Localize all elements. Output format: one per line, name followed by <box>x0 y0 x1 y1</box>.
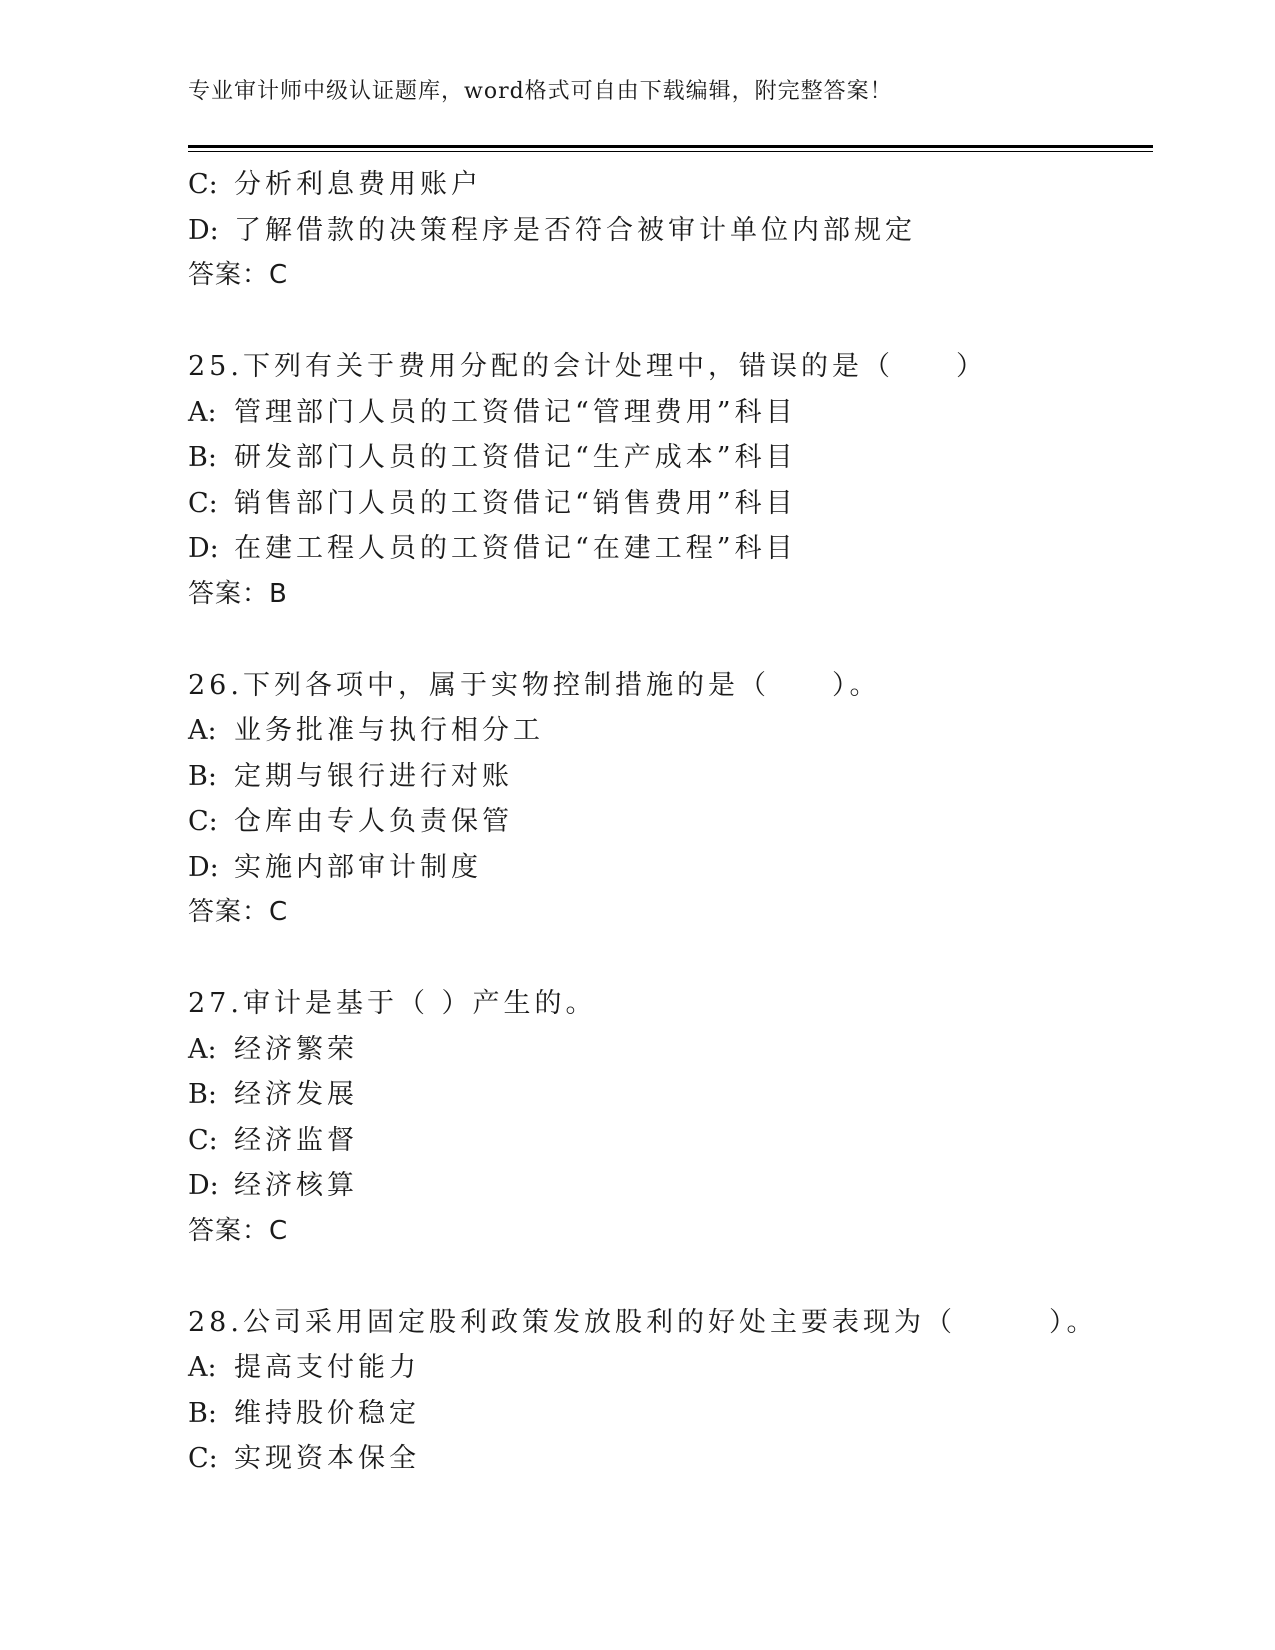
option-line: B: 维持股价稳定 <box>188 1397 420 1429</box>
answer-line: 答案：C <box>188 260 289 290</box>
option-line: D: 经济核算 <box>188 1170 358 1201</box>
option-line: D: 了解借款的决策程序是否符合被审计单位内部规定 <box>188 214 916 246</box>
option-line: C: 经济监督 <box>188 1124 358 1156</box>
answer-line: 答案：C <box>188 897 289 927</box>
option-line: C: 分析利息费用账户 <box>188 169 482 200</box>
option-line: A: 业务批准与执行相分工 <box>188 715 544 746</box>
option-line: B: 定期与银行进行对账 <box>188 760 513 792</box>
option-line: C: 实现资本保全 <box>188 1443 420 1474</box>
header-rule-thick <box>188 145 1153 148</box>
question-text: 26.下列各项中，属于实物控制措施的是（ ）。 <box>188 669 881 701</box>
option-line: A: 经济繁荣 <box>188 1033 358 1065</box>
question-text: 25.下列有关于费用分配的会计处理中，错误的是（ ） <box>188 351 987 382</box>
header-rule-thin <box>188 151 1153 152</box>
question-block <box>188 344 1148 617</box>
option-line: B: 经济发展 <box>188 1079 358 1110</box>
option-line: D: 实施内部审计制度 <box>188 851 482 883</box>
answer-line: 答案：B <box>188 578 288 609</box>
option-line: C: 仓库由专人负责保管 <box>188 806 513 837</box>
option-line: B: 研发部门人员的工资借记“生产成本”科目 <box>188 442 797 473</box>
question-text: 27.审计是基于（ ）产生的。 <box>188 988 597 1019</box>
option-line: A: 提高支付能力 <box>188 1352 420 1383</box>
page-header: 专业审计师中级认证题库，word格式可自由下载编辑，附完整答案！ <box>188 79 893 104</box>
question-block <box>188 663 1148 936</box>
question-text: 28.公司采用固定股利政策发放股利的好处主要表现为（ ）。 <box>188 1306 1098 1338</box>
option-line: A: 管理部门人员的工资借记“管理费用”科目 <box>188 396 797 428</box>
option-line: C: 销售部门人员的工资借记“销售费用”科目 <box>188 487 797 519</box>
question-block <box>188 162 1148 299</box>
option-line: D: 在建工程人员的工资借记“在建工程”科目 <box>188 533 797 564</box>
question-block <box>188 981 1148 1254</box>
answer-line: 答案：C <box>188 1215 289 1246</box>
question-list <box>188 162 1148 1482</box>
question-block <box>188 1300 1148 1482</box>
